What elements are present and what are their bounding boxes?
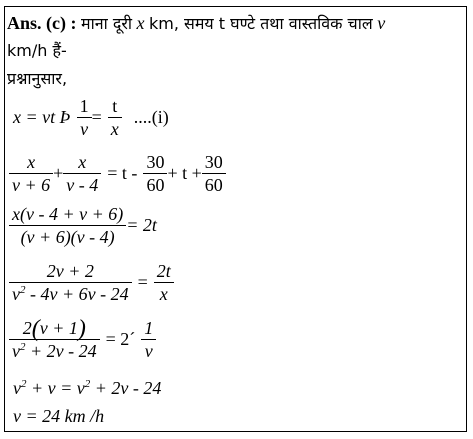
step1-fraction-2: $\frac{t}{x}$ xyxy=(108,95,122,140)
step5-fraction: $\frac{2(v + 1)}{v^2 + 2v - 24}$ xyxy=(9,317,100,362)
step2-fraction-2: $\frac{x}{v - 4}$ xyxy=(63,151,101,196)
answer-label: Ans. (c) : xyxy=(7,13,77,33)
step2-fraction-4: $\frac{30}{60}$ xyxy=(202,151,226,196)
step2-mid: = t - xyxy=(107,163,138,183)
equation-step-1 xyxy=(13,95,169,140)
step4-rhs-fraction: $\frac{2t}{x}$ xyxy=(154,260,174,305)
equation-step-7-final-answer: v = 24 km /h xyxy=(13,406,105,426)
equation-step-2 xyxy=(9,151,226,196)
step5-mid: = 2´ xyxy=(105,329,136,349)
step1-equals: = xyxy=(91,107,102,127)
step2-fraction-3: $\frac{30}{60}$ xyxy=(143,151,167,196)
step1-lhs: x = vt Þ xyxy=(13,107,71,127)
prashnanusar-heading: प्रश्नानुसार, xyxy=(7,69,68,88)
equation-step-3 xyxy=(9,203,157,248)
answer-line-2: km/h हैं- xyxy=(7,41,67,60)
step4-fraction: $\frac{2v + 2}{v^2 - 4v + 6v - 24}$ xyxy=(9,260,132,305)
step5-rhs-fraction: $\frac{1}{v}$ xyxy=(141,317,156,362)
step1-fraction-1: $\frac{1}{v}$ xyxy=(77,95,92,140)
answer-var-x: x xyxy=(136,13,145,33)
step1-tag: ....(i) xyxy=(133,107,169,127)
step2-fraction-1: $\frac{x}{v + 6}$ xyxy=(9,151,53,196)
answer-intro-text-1: माना दूरी xyxy=(81,14,133,33)
step3-fraction: $\frac{x(v - 4 + v + 6)}{(v + 6)(v - 4)}$ xyxy=(9,203,126,248)
equation-step-6: $v^2 + v = v^2 + 2v - 24$ xyxy=(13,378,162,398)
answer-intro-text-2: km, समय t घण्टे तथा वास्तविक चाल xyxy=(149,14,373,33)
answer-var-v: v xyxy=(377,13,386,33)
solution-box xyxy=(4,6,467,432)
equation-step-5 xyxy=(9,317,156,362)
equation-step-4 xyxy=(9,260,174,305)
cropped-next-content xyxy=(0,433,473,439)
answer-line-1 xyxy=(7,12,385,35)
step2-mid-2: + t + xyxy=(167,163,202,183)
step3-rhs: = 2t xyxy=(126,215,157,235)
step4-equals: = xyxy=(137,272,148,292)
step2-plus: + xyxy=(53,163,64,183)
